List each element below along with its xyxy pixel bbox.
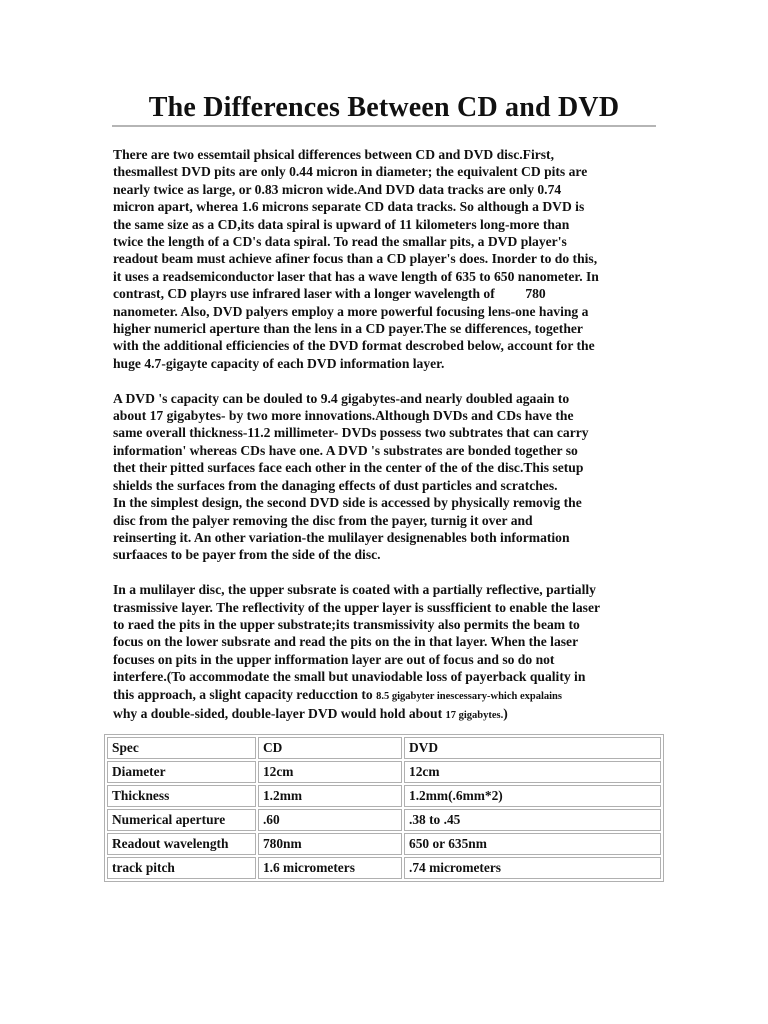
text-line: A DVD 's capacity can be douled to 9.4 gigabytes-and nearly doubled agaain to: [113, 390, 570, 406]
text-line: to raed the pits in the upper substrate;its transmissivity also permits the beam to: [113, 616, 580, 632]
text-line: There are two essemtail phsical differences between CD and DVD disc.First,: [113, 147, 554, 162]
text-line: contrast, CD playrs use infrared laser with a longer wavelength of 780: [113, 286, 546, 302]
text-line: [113, 705, 661, 724]
table-cell: 1.2mm: [258, 785, 402, 807]
text-line: focuses on pits in the upper infformation layer are out of focus and so do not: [113, 651, 555, 667]
text-line: focus on the lower subsrate and read the pits on the in that layer. When the laser: [113, 634, 579, 650]
document-body: [113, 146, 661, 742]
table-cell: 780nm: [258, 833, 402, 855]
text-line: nearly twice as large, or 0.83 micron wide.And DVD data tracks are only 0.74: [113, 181, 562, 197]
table-row: [107, 761, 661, 783]
table-cell: .38 to .45: [404, 809, 661, 831]
table-cell: Thickness: [107, 785, 256, 807]
text-fragment: ): [503, 705, 508, 721]
table-header-cell: CD: [258, 737, 402, 759]
text-line: higher numericl aperture than the lens in a CD payer.The se differences, together: [113, 321, 583, 337]
text-line: disc from the palyer removing the disc from the payer, turnig it over and: [113, 512, 533, 528]
table-row: [107, 809, 661, 831]
text-line: with the additional efficiencies of the DVD format descrobed below, account for the: [113, 338, 595, 354]
paragraph-1: [113, 146, 661, 372]
table-cell: 12cm: [258, 761, 402, 783]
table-header-cell: DVD: [404, 737, 661, 759]
text-line: [113, 686, 661, 705]
title-underline: [112, 125, 656, 127]
text-line: thesmallest DVD pits are only 0.44 micron in diameter; the equivalent CD pits are: [113, 164, 588, 180]
table-cell: .74 micrometers: [404, 857, 661, 879]
small-text: 17 gigabytes.: [445, 709, 504, 721]
table-row: [107, 785, 661, 807]
text-line: about 17 gigabytes- by two more innovations.Although DVDs and CDs have the: [113, 408, 574, 424]
text-line: micron apart, wherea 1.6 microns separate CD data tracks. So although a DVD is: [113, 199, 585, 215]
table-cell: 1.6 micrometers: [258, 857, 402, 879]
table-cell: 12cm: [404, 761, 661, 783]
text-line: shields the surfaces from the danaging effects of dust particles and scratches.: [113, 477, 558, 493]
table-row: [107, 833, 661, 855]
table-cell: Numerical aperture: [107, 809, 256, 831]
text-line: information' whereas CDs have one. A DVD 's substrates are bonded together so: [113, 442, 578, 458]
spec-comparison-table: [104, 734, 664, 882]
text-line: thet their pitted surfaces face each other in the center of the of the disc.This setup: [113, 460, 584, 476]
table-header-cell: Spec: [107, 737, 256, 759]
table-cell: track pitch: [107, 857, 256, 879]
text-line: it uses a readsemiconductor laser that has a wave length of 635 to 650 nanometer. In: [113, 268, 599, 284]
text-line: trasmissive layer. The reflectivity of the upper layer is sussfficient to enable the laser: [113, 599, 601, 615]
document-title: The Differences Between CD and DVD: [148, 92, 620, 123]
table-row: [107, 857, 661, 879]
text-line: interfere.(To accommodate the small but unaviodable loss of payerback quality in: [113, 669, 586, 685]
table-cell: Readout wavelength: [107, 833, 256, 855]
small-text: 8.5 gigabyter inescessary-which expalains: [376, 690, 562, 702]
text-line: huge 4.7-gigayte capacity of each DVD information layer.: [113, 355, 445, 371]
table-cell: .60: [258, 809, 402, 831]
table-cell: Diameter: [107, 761, 256, 783]
text-line: twice the length of a CD's data spiral. To read the smallar pits, a DVD player's: [113, 234, 567, 250]
text-fragment: why a double-sided, double-layer DVD would hold about: [113, 705, 446, 721]
table-header-row: [107, 737, 661, 759]
text-line: reinserting it. An other variation-the mulilayer designenables both information: [113, 529, 570, 545]
text-line: the same size as a CD,its data spiral is upward of 11 kilometers long-more than: [113, 216, 570, 232]
table-cell: 650 or 635nm: [404, 833, 661, 855]
text-fragment: this approach, a slight capacity reducction to: [113, 686, 377, 702]
text-line: In the simplest design, the second DVD side is accessed by physically removig the: [113, 495, 582, 511]
text-line: same overall thickness-11.2 millimeter- DVDs possess two subtrates that can carry: [113, 425, 589, 441]
table-cell: 1.2mm(.6mm*2): [404, 785, 661, 807]
text-line: surfaaces to be payer from the side of the disc.: [113, 547, 381, 563]
text-line: nanometer. Also, DVD palyers employ a more powerful focusing lens-one having a: [113, 303, 589, 319]
paragraph-3: [113, 581, 661, 724]
paragraph-2: [113, 390, 661, 564]
text-line: readout beam must achieve afiner focus than a CD player's does. Inorder to do this,: [113, 251, 598, 267]
text-line: In a mulilayer disc, the upper subsrate is coated with a partially reflective, partially: [113, 582, 596, 598]
